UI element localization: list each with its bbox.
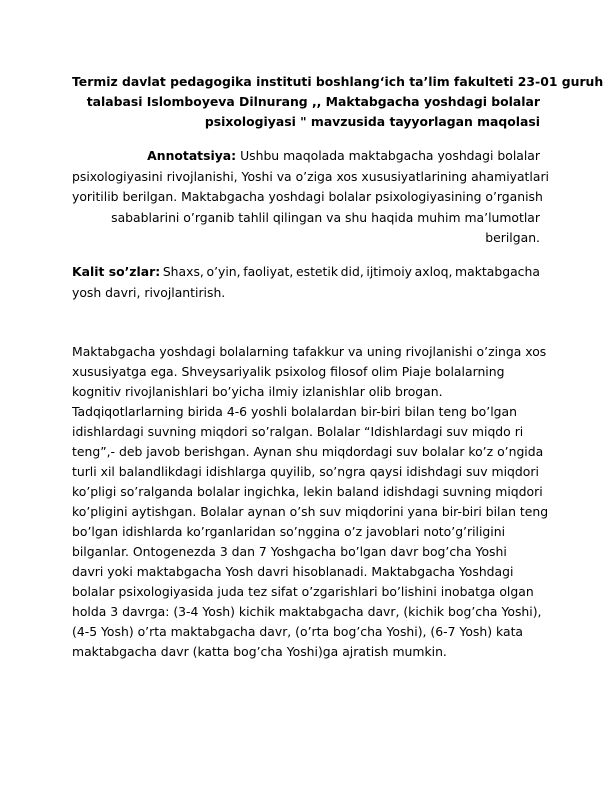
keyword: maktabgacha <box>455 264 540 279</box>
annotation-line: berilgan. <box>485 230 540 245</box>
body-line: holda 3 davrga: (3-4 Yosh) kichik maktabgacha davr, (kichik bog’cha Yoshi), <box>72 604 542 619</box>
keywords-section <box>72 262 540 303</box>
keywords-first-line <box>72 262 540 283</box>
keywords-second-line: yosh davri, rivojlantirish. <box>72 284 226 300</box>
annotation-label: Annotatsiya: <box>147 148 237 163</box>
body-line: ko’pligi so’ralganda bolalar ingichka, lekin baland idishdagi suvning miqdori <box>72 484 543 499</box>
annotation-line: yoritilib berilgan. Maktabgacha yoshdagi bolalar psixologiyasining o’rganish <box>72 189 543 204</box>
keyword: faoliyat, <box>243 264 294 279</box>
body-line: ko’pligini aytishgan. Bolalar aynan o’sh suv miqdorini yana bir-biri bilan teng <box>72 504 549 519</box>
annotation-line: psixologiyasini rivojlanishi, Yoshi va o’ziga xos xususiyatlarining ahamiyatlari <box>72 168 549 184</box>
article-title <box>72 72 604 132</box>
title-line: psixologiyasi " mavzusida tayyorlagan maqolasi <box>204 114 540 129</box>
title-line: talabasi Islomboyeva Dilnurang ,, Maktabgacha yoshdagi bolalar <box>86 94 540 109</box>
body-line: kognitiv rivojlanishlari bo’yicha ilmiy izlanishlar olib brogan. <box>72 384 443 399</box>
keyword: did, <box>340 264 364 279</box>
body-line: idishlardagi suvning miqdori so’ralgan. Bolalar “Idishlardagi suv miqdo ri <box>72 424 524 439</box>
keywords-label: Kalit so’zlar: <box>72 264 161 279</box>
body-line: bilganlar. Ontogenezda 3 dan 7 Yoshgacha bo’lgan davr bog’cha Yoshi <box>72 544 507 559</box>
body-line: xususiyatga ega. Shveysariyalik psixolog filosof olim Piaje bolalarning <box>72 364 505 379</box>
annotation-section <box>72 146 549 249</box>
keyword: ijtimoiy <box>366 264 413 279</box>
body-line: (4-5 Yosh) o’rta maktabgacha davr, (o’rta bog’cha Yoshi), (6-7 Yosh) kata <box>72 624 524 639</box>
annotation-first-line <box>72 146 540 167</box>
body-line: bolalar psixologiyasida juda tez sifat o’zgarishlari bo’lishini inobatga olgan <box>72 584 534 599</box>
keyword: axloq, <box>414 264 453 279</box>
body-line: Maktabgacha yoshdagi bolalarning tafakkur va uning rivojlanishi o’zinga xos <box>72 344 547 359</box>
title-line: Termiz davlat pedagogika instituti boshlang‘ich ta’lim fakulteti 23-01 guruh <box>72 74 604 89</box>
body-line: turli xil balandlikdagi idishlarga quyilib, so’ngra qaysi idishdagi suv miqdori <box>72 464 539 479</box>
keyword: Shaxs, <box>162 264 204 279</box>
keyword: estetik <box>295 264 339 279</box>
body-line: davri yoki maktabgacha Yosh davri hisoblanadi. Maktabgacha Yoshdagi <box>72 564 514 579</box>
body-line: teng”,- deb javob berishgan. Aynan shu miqdordagi suv bolalar ko’z o’ngida <box>72 444 544 459</box>
body-paragraph <box>72 342 549 662</box>
body-line: maktabgacha davr (katta bog’cha Yoshi)ga ajratish mumkin. <box>72 644 447 659</box>
body-line: bo’lgan idishlarda ko’rganlaridan so’nggina o’z javoblari noto’g’riligini <box>72 524 506 539</box>
body-line: Tadqiqotlarlarning birida 4-6 yoshli bolalardan bir-biri bilan teng bo’lgan <box>72 404 517 419</box>
annotation-first-line-text: Ushbu maqolada maktabgacha yoshdagi bolalar <box>236 148 540 163</box>
annotation-line: sabablarini o’rganib tahlil qilingan va shu haqida muhim ma’lumotlar <box>111 209 540 225</box>
keyword: o’yin, <box>206 264 241 279</box>
